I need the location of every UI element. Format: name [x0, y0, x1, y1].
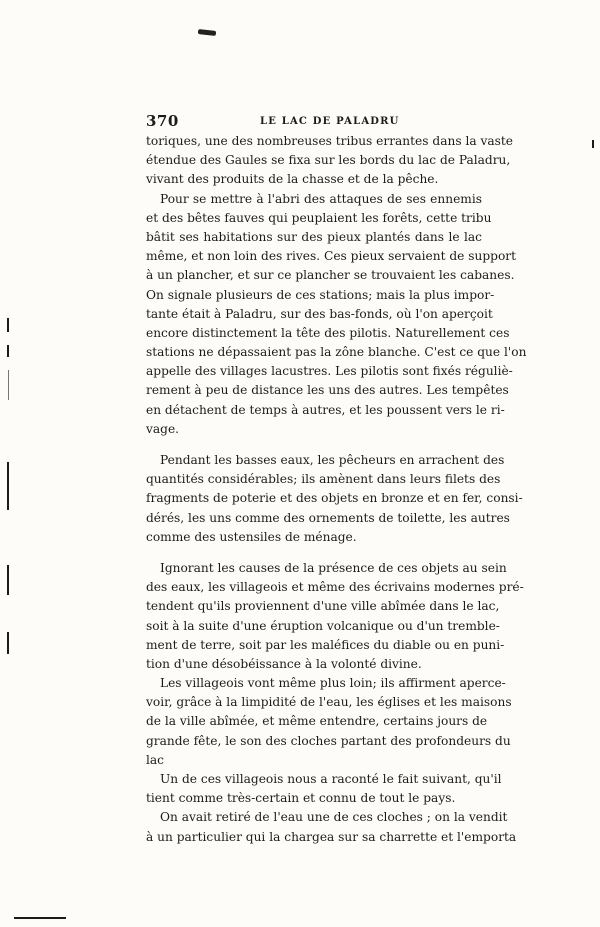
scan-mark-left-3 [8, 370, 9, 400]
body-text [146, 132, 527, 847]
scan-mark-right [592, 140, 594, 148]
running-title: LE LAC DE PALADRU [260, 116, 400, 127]
text-line: lac [146, 752, 164, 767]
text-line: dérés, les uns comme des ornements de toilette, les autres [146, 510, 510, 525]
text-line: Pendant les basses eaux, les pêcheurs en arrachent des [160, 453, 505, 467]
paragraph [146, 451, 523, 547]
paragraph [146, 808, 517, 846]
text-line: bâtit ses habitations sur des pieux plantés dans le lac [146, 229, 482, 244]
scan-mark-left-1 [7, 318, 9, 332]
text-line: soit à la suite d'une éruption volcanique ou d'un tremble- [146, 618, 500, 633]
scan-mark-left-6 [7, 632, 9, 654]
text-line: On signale plusieurs de ces stations; mais la plus impor- [146, 287, 495, 302]
text-line: quantités considérables; ils amènent dans leurs filets des [146, 472, 501, 487]
text-line: même, et non loin des rives. Ces pieux servaient de support [146, 249, 517, 264]
text-line: ment de terre, soit par les maléfices du diable ou en puni- [146, 637, 505, 652]
text-line: de la ville abîmée, et même entendre, certains jours de [146, 714, 488, 729]
text-line: appelle des villages lacustres. Les pilotis sont fixés réguliè- [146, 364, 513, 379]
text-line: des eaux, les villageois et même des écrivains modernes pré- [146, 580, 524, 595]
text-line: Les villageois vont même plus loin; ils affirment aperce- [160, 676, 506, 691]
scan-mark-left-4 [7, 462, 9, 510]
text-line: à un plancher, et sur ce plancher se trouvaient les cabanes. [146, 268, 515, 283]
text-line: en détachent de temps à autres, et les poussent vers le ri- [146, 402, 505, 417]
text-line: On avait retiré de l'eau une de ces cloches ; on la vendit [160, 810, 508, 825]
text-line: rement à peu de distance les uns des autres. Les tempêtes [146, 383, 509, 398]
scan-mark-left-2 [7, 345, 9, 357]
page-number: 370 [146, 112, 179, 130]
paragraph [146, 770, 502, 808]
text-line: stations ne dépassaient pas la zône blanche. C'est ce que l'on [146, 345, 527, 360]
paragraph [146, 132, 513, 190]
text-line: vivant des produits de la chasse et de la pêche. [146, 172, 439, 187]
paragraph-gap [146, 439, 482, 451]
text-line: vage. [146, 421, 180, 436]
text-line: tient comme très-certain et connu de tout le pays. [146, 791, 456, 806]
text-line: tion d'une désobéissance à la volonté divine. [146, 656, 422, 671]
paragraph [146, 190, 527, 439]
text-line: toriques, une des nombreuses tribus errantes dans la vaste [146, 134, 513, 148]
text-line: comme des ustensiles de ménage. [146, 529, 357, 544]
scan-mark-bottom [14, 917, 66, 919]
text-line: à un particulier qui la chargea sur sa charrette et l'emporta [146, 829, 517, 844]
text-line: grande fête, le son des cloches partant des profondeurs du [146, 733, 511, 748]
text-line: tendent qu'ils proviennent d'une ville abîmée dans le lac, [146, 599, 500, 614]
text-line: encore distinctement la tête des pilotis. Naturellement ces [146, 325, 510, 340]
paragraph [146, 559, 524, 674]
text-line: voir, grâce à la limpidité de l'eau, les églises et les maisons [146, 695, 512, 710]
scan-mark-top [198, 29, 216, 36]
text-line: et des bêtes fauves qui peuplaient les forêts, cette tribu [146, 210, 492, 225]
scan-mark-left-5 [7, 565, 9, 595]
text-line: fragments de poterie et des objets en bronze et en fer, consi- [146, 491, 523, 506]
paragraph [146, 674, 512, 770]
text-line: étendue des Gaules se fixa sur les bords du lac de Paladru, [146, 153, 511, 168]
text-line: Ignorant les causes de la présence de ces objets au sein [160, 560, 507, 575]
text-line: Pour se mettre à l'abri des attaques de ses ennemis [160, 191, 482, 206]
paragraph-gap [146, 547, 482, 559]
text-line: tante était à Paladru, sur des bas-fonds, où l'on aperçoit [146, 306, 493, 321]
text-line: Un de ces villageois nous a raconté le fait suivant, qu'il [160, 772, 502, 786]
